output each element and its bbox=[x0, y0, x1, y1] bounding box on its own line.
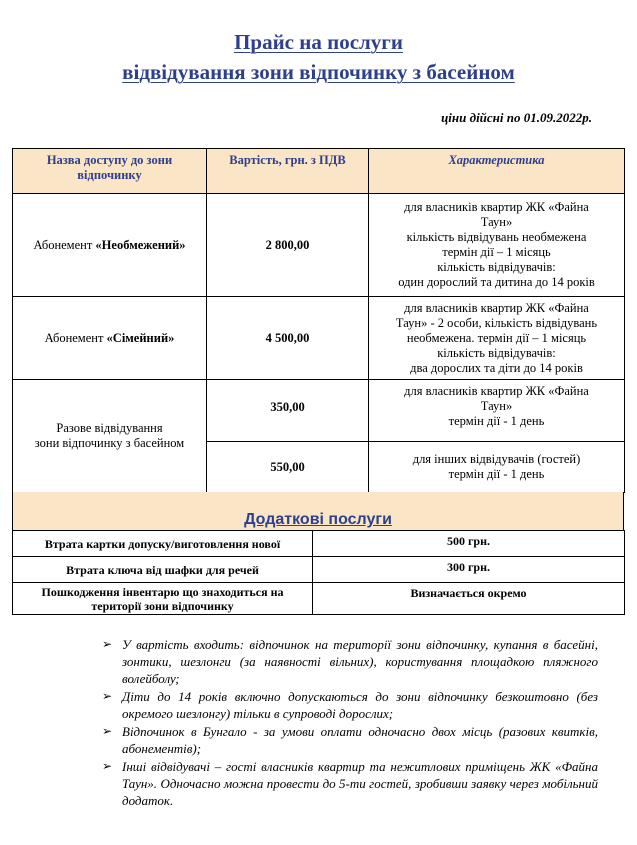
service-characteristics: для власників квартир ЖК «Файна Таун» - 2 особи, кількість відвідувань необмежена. термін дії – 1 місяць кількість відвідувачів: два дорослих та діти до 14 років bbox=[369, 297, 625, 380]
extra-service-name: Втрата ключа від шафки для речей bbox=[13, 557, 313, 583]
service-price: 350,00 bbox=[207, 380, 369, 442]
service-name: Абонемент «Сімейний» bbox=[13, 297, 207, 380]
extra-service-price: Визначається окремо bbox=[313, 583, 625, 615]
service-characteristics: для власників квартир ЖК «Файна Таун» термін дії - 1 день bbox=[369, 380, 625, 442]
arrow-bullet-icon: ➢ bbox=[102, 689, 113, 703]
service-price: 550,00 bbox=[207, 442, 369, 493]
arrow-bullet-icon: ➢ bbox=[102, 637, 113, 651]
table-row bbox=[13, 531, 625, 557]
service-price: 4 500,00 bbox=[207, 297, 369, 380]
price-table bbox=[12, 148, 625, 493]
extra-service-name: Втрата картки допуску/виготовлення нової bbox=[13, 531, 313, 557]
arrow-bullet-icon: ➢ bbox=[102, 724, 113, 738]
list-item: ➢ Відпочинок в Бунгало - за умови оплати одночасно двох місць (разових квитків, абонементів); bbox=[102, 724, 598, 756]
table-row bbox=[13, 380, 625, 442]
list-item: ➢ Інші відвідувачі – гості власників квартир та нежитлових приміщень ЖК «Файна Таун». Одночасно можна провести до 5-ти гостей, зробивши заявку через мобільний додаток. bbox=[102, 759, 598, 808]
page-title-line1: Прайс на послуги bbox=[234, 30, 403, 54]
table-row bbox=[13, 557, 625, 583]
table-row bbox=[13, 194, 625, 297]
extra-services-title: Додаткові послуги bbox=[244, 511, 392, 528]
table-row bbox=[13, 583, 625, 615]
notes-list bbox=[104, 636, 598, 809]
price-table-header bbox=[13, 149, 625, 194]
service-characteristics: для власників квартир ЖК «Файна Таун» кількість відвідувань необмежена термін дії – 1 місяць кількість відвідувачів: один дорослий та дитина до 14 років bbox=[369, 194, 625, 297]
extra-services-header bbox=[12, 492, 624, 530]
service-name: Абонемент «Необмежений» bbox=[13, 194, 207, 297]
extra-services-table bbox=[12, 530, 625, 615]
list-item: ➢ У вартість входить: відпочинок на території зони відпочинку, купання в басейні, зонтики, шезлонги (за наявності вільних), користування площадкою пляжного волейболу; bbox=[102, 637, 598, 686]
page-title-line2: відвідування зони відпочинку з басейном bbox=[122, 60, 515, 84]
prices-valid-date: ціни дійсні по 01.09.2022р. bbox=[441, 110, 592, 125]
header-name: Назва доступу до зони відпочинку bbox=[13, 149, 207, 194]
extra-service-price: 500 грн. bbox=[313, 531, 625, 557]
service-name: Разове відвідування зони відпочинку з басейном bbox=[13, 380, 207, 493]
header-price: Вартість, грн. з ПДВ bbox=[207, 149, 369, 194]
list-item: ➢ Діти до 14 років включно допускаються до зони відпочинку безкоштовно (без окремого шезлонгу) тільки в супроводі дорослих; bbox=[102, 689, 598, 721]
service-characteristics: для інших відвідувачів (гостей) термін дії - 1 день bbox=[369, 442, 625, 493]
extra-service-name: Пошкодження інвентарю що знаходиться на території зони відпочинку bbox=[13, 583, 313, 615]
header-characteristics: Характеристика bbox=[369, 149, 625, 194]
service-price: 2 800,00 bbox=[207, 194, 369, 297]
extra-service-price: 300 грн. bbox=[313, 557, 625, 583]
arrow-bullet-icon: ➢ bbox=[102, 759, 113, 773]
table-row bbox=[13, 297, 625, 380]
